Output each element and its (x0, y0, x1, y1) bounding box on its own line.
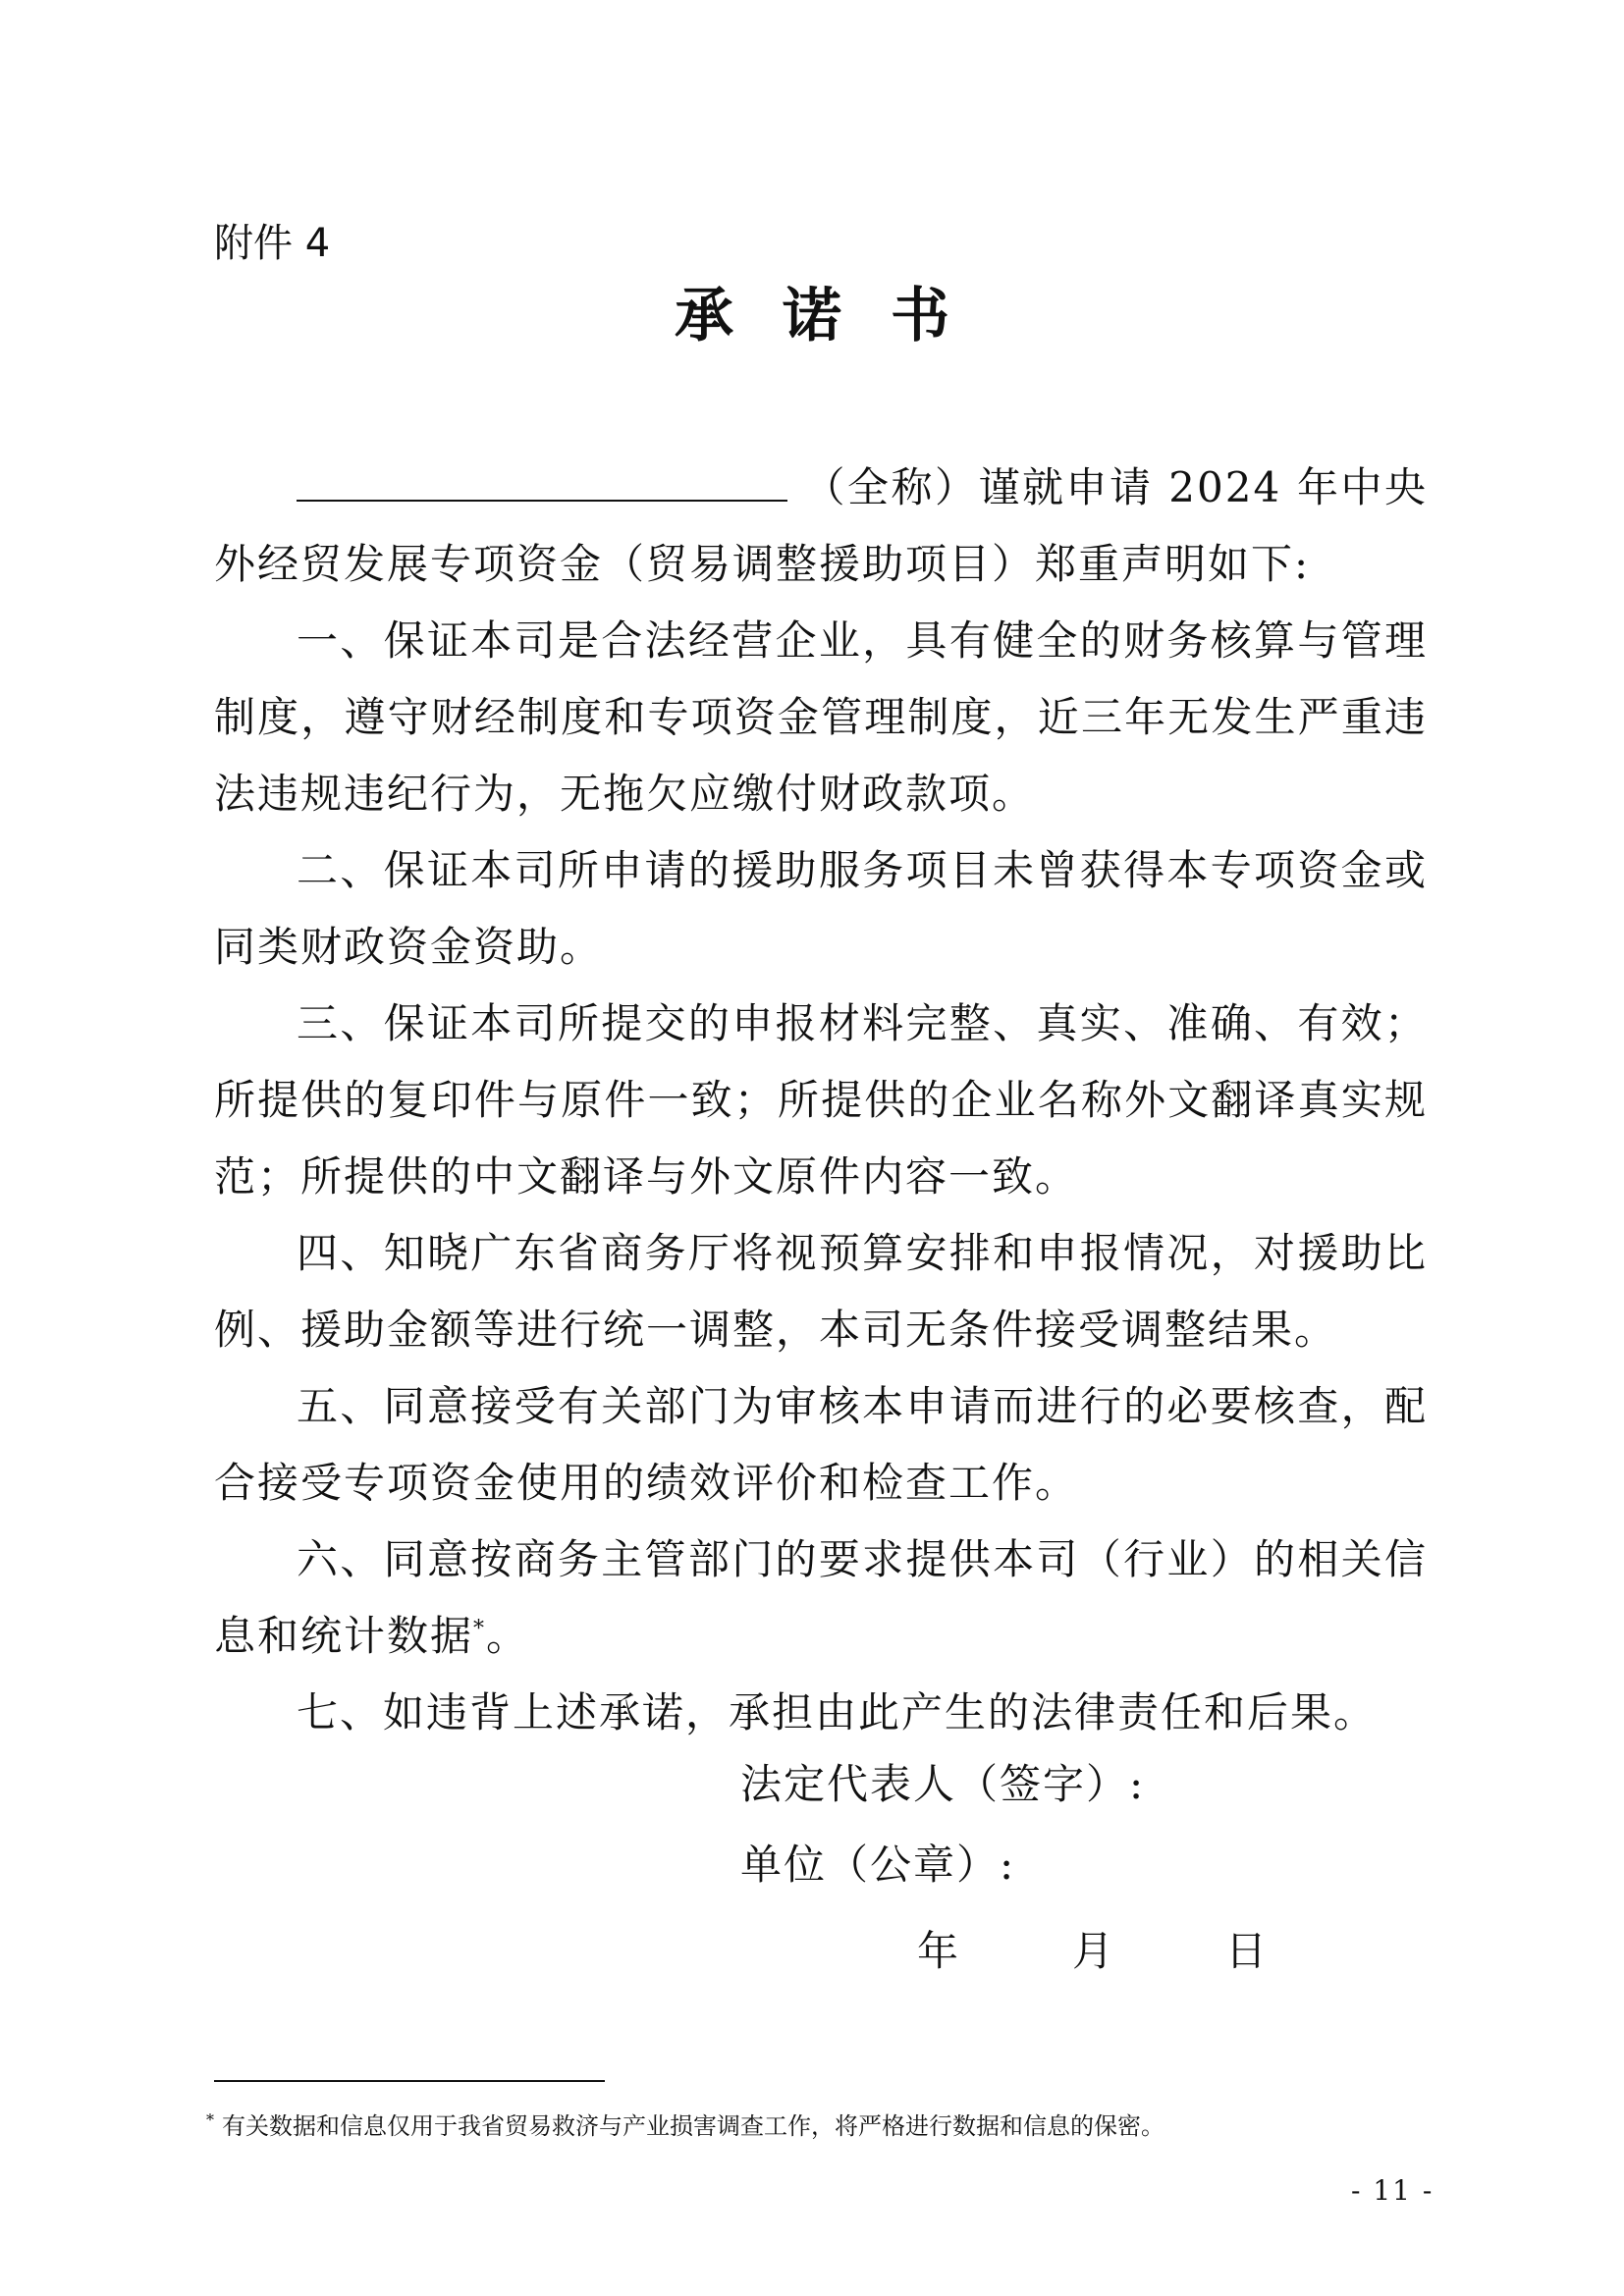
intro-text: （全称）谨就申请 2024 年中央外经贸发展专项资金（贸易调整援助项目）郑重声明如下: (214, 463, 1428, 588)
commitment-body (214, 450, 1428, 1751)
clause-3: 三、保证本司所提交的申报材料完整、真实、准确、有效；所提供的复印件与原件一致；所提供的企业名称外文翻译真实规范；所提供的中文翻译与外文原件内容一致。 (214, 999, 1428, 1201)
clause-5: 五、同意接受有关部门为审核本申请而进行的必要核查，配合接受专项资金使用的绩效评价和检查工作。 (214, 1382, 1428, 1507)
document-title: 承诺书 (675, 282, 999, 350)
page-number: - 11 - (1351, 2174, 1435, 2207)
clause-7: 七、如违背上述承诺，承担由此产生的法律责任和后果。 (297, 1688, 1378, 1736)
clause-6-text: 六、同意按商务主管部门的要求提供本司（行业）的相关信息和统计数据 (214, 1535, 1428, 1660)
date-month-label: 月 (1072, 1927, 1114, 1975)
footnote-mark: * (206, 2110, 214, 2129)
representative-signature-label: 法定代表人（签字）: (740, 1760, 1146, 1808)
unit-seal-label: 单位（公章）: (740, 1841, 1016, 1889)
clause-4: 四、知晓广东省商务厅将视预算安排和申报情况，对援助比例、援助金额等进行统一调整，本司无条件接受调整结果。 (214, 1229, 1428, 1354)
clause-1: 一、保证本司是合法经营企业，具有健全的财务核算与管理制度，遵守财经制度和专项资金管理制度，近三年无发生严重违法违规违纪行为，无拖欠应缴付财政款项。 (214, 616, 1428, 818)
footnote-reference-mark: * (473, 1617, 487, 1641)
footnote-divider (214, 2080, 605, 2082)
date-year-label: 年 (917, 1927, 959, 1975)
company-name-blank[interactable] (297, 460, 787, 502)
clause-6-tail: 。 (486, 1612, 530, 1660)
footnote-text: 有关数据和信息仅用于我省贸易救济与产业损害调查工作，将严格进行数据和信息的保密。 (222, 2112, 1164, 2140)
attachment-label: 附件 4 (214, 221, 331, 266)
clause-6 (214, 1522, 1428, 1675)
clause-2: 二、保证本司所申请的援助服务项目未曾获得本专项资金或同类财政资金资助。 (214, 846, 1428, 971)
intro-paragraph (214, 450, 1428, 603)
footnote (206, 2103, 1164, 2144)
date-day-label: 日 (1225, 1927, 1268, 1975)
